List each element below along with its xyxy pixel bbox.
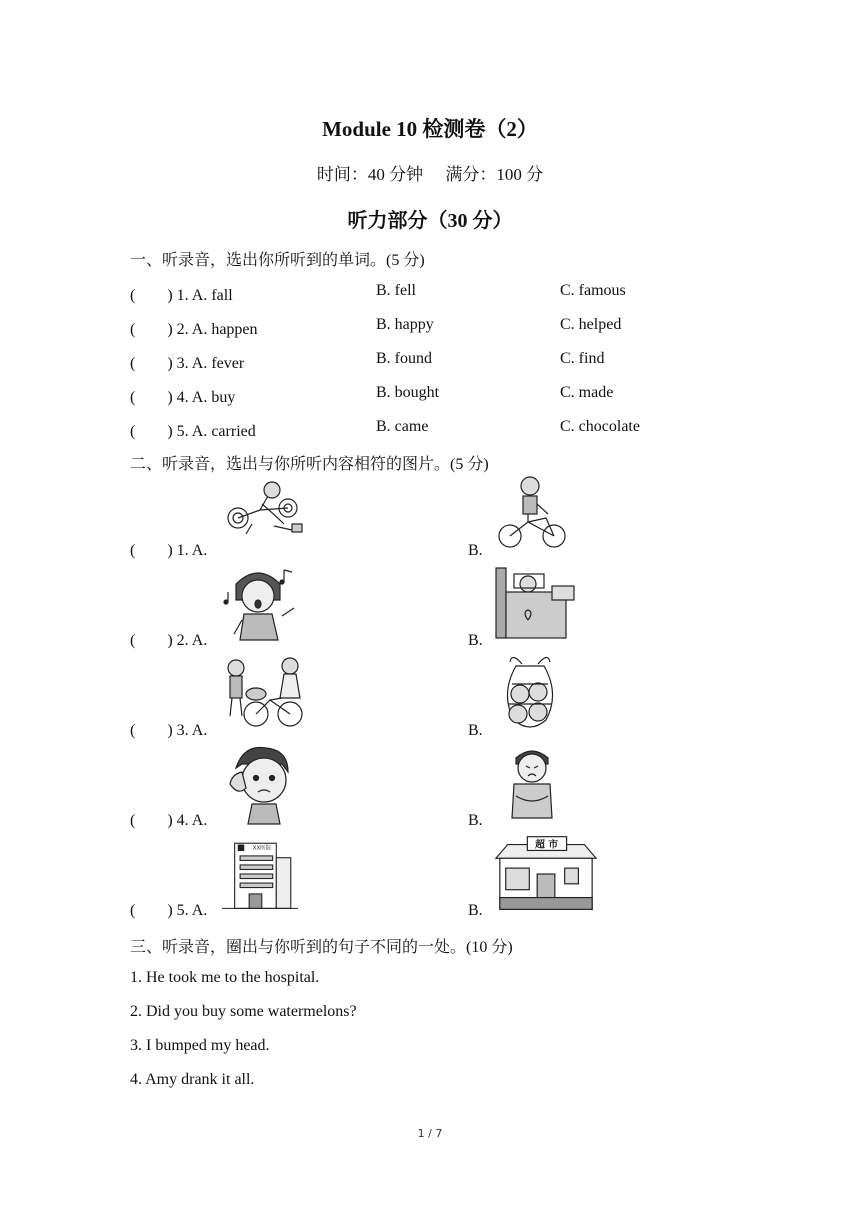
question-stem: ( ) 3. A. fever xyxy=(130,355,245,372)
picture-question-row xyxy=(130,650,730,740)
sentence: 4. Amy drank it all. xyxy=(130,1071,255,1088)
boy-stomach-ache-picture xyxy=(492,744,576,824)
option-c: C. famous xyxy=(560,282,626,299)
question-stem: ( ) 4. A. xyxy=(130,812,208,829)
option-b: B. bought xyxy=(376,384,440,401)
option-b-label: B. xyxy=(468,542,483,559)
exam-info xyxy=(0,160,860,185)
boy-riding-bike-picture xyxy=(492,474,576,554)
part2-heading: 二、听录音，选出与你所听内容相符的图片。(5 分) xyxy=(130,456,489,473)
girl-fallen-off-bike-picture xyxy=(222,474,306,554)
option-b: B. happy xyxy=(376,316,434,333)
question-row xyxy=(130,418,730,440)
sentence: 1. He took me to the hospital. xyxy=(130,969,320,986)
question-row xyxy=(130,282,730,304)
page-title: Module 10 检测卷（2） xyxy=(322,117,538,141)
question-row xyxy=(130,384,730,406)
girl-singing-picture xyxy=(222,564,306,644)
question-stem: ( ) 1. A. xyxy=(130,542,208,559)
question-stem: ( ) 1. A. fall xyxy=(130,287,233,304)
question-row xyxy=(130,316,730,338)
question-stem: ( ) 2. A. happen xyxy=(130,321,258,338)
picture-question-row xyxy=(130,560,730,650)
option-c: C. made xyxy=(560,384,614,401)
question-row xyxy=(130,350,730,372)
question-stem: ( ) 2. A. xyxy=(130,632,208,649)
supermarket-picture xyxy=(492,834,600,914)
sentence: 2. Did you buy some watermelons? xyxy=(130,1003,357,1020)
picture-question-row xyxy=(130,470,730,560)
option-c: C. chocolate xyxy=(560,418,640,435)
part3-heading: 三、听录音，圈出与你听到的句子不同的一处。(10 分) xyxy=(130,939,513,956)
option-b-label: B. xyxy=(468,632,483,649)
supermarket-sign: 超 市 xyxy=(535,839,559,851)
time-limit: 时间：40 分钟 xyxy=(316,165,424,184)
option-b-label: B. xyxy=(468,812,483,829)
page-number: 1 / 7 xyxy=(417,1127,443,1140)
full-score: 满分：100 分 xyxy=(445,165,544,184)
boy-touching-head-picture xyxy=(222,744,306,824)
option-b-label: B. xyxy=(468,902,483,919)
question-stem: ( ) 5. A. xyxy=(130,902,208,919)
children-with-bike-picture xyxy=(222,654,306,734)
section-title-listening: 听力部分（30 分） xyxy=(347,210,513,232)
hospital-picture xyxy=(222,834,298,914)
option-b: B. came xyxy=(376,418,429,435)
girl-in-bed-picture xyxy=(492,564,576,644)
question-stem: ( ) 4. A. buy xyxy=(130,389,236,406)
option-b-label: B. xyxy=(468,722,483,739)
picture-question-row xyxy=(130,740,730,830)
sentence: 3. I bumped my head. xyxy=(130,1037,270,1054)
part1-heading: 一、听录音，选出你所听到的单词。(5 分) xyxy=(130,252,425,269)
picture-question-row xyxy=(130,830,730,920)
question-stem: ( ) 5. A. carried xyxy=(130,423,256,440)
hospital-sign: XX医院 xyxy=(252,845,271,852)
question-stem: ( ) 3. A. xyxy=(130,722,208,739)
option-b: B. found xyxy=(376,350,432,367)
option-c: C. find xyxy=(560,350,605,367)
bag-of-oranges-picture xyxy=(492,654,576,734)
option-b: B. fell xyxy=(376,282,416,299)
option-c: C. helped xyxy=(560,316,622,333)
